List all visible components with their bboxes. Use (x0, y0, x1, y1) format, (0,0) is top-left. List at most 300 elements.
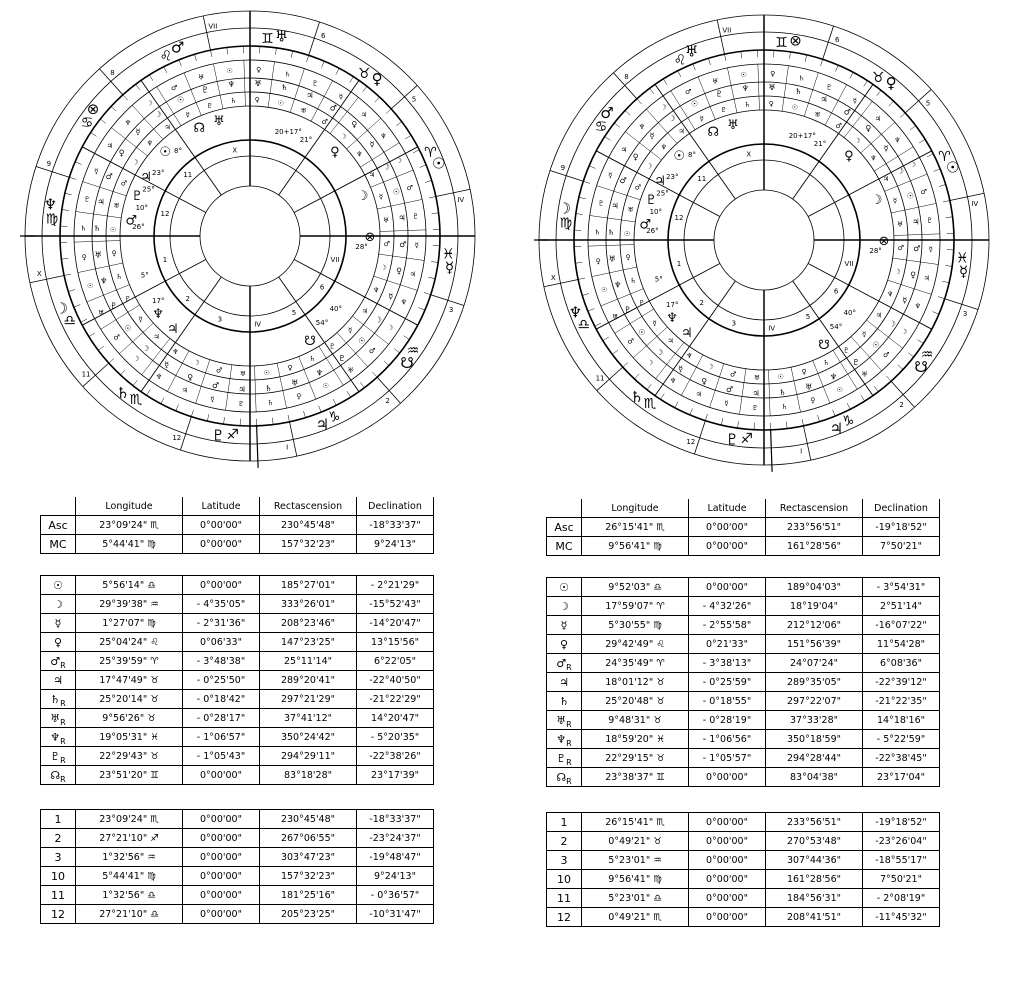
term-ruler-icon: ☿ (138, 315, 143, 324)
face-ruler-icon: ☿ (608, 171, 613, 180)
degree-tick (147, 389, 151, 395)
planets-table-right (546, 577, 940, 787)
decan-ruler-icon: ☽ (154, 109, 162, 119)
latitude-cell: - 1°05'57" (689, 749, 766, 768)
longitude-cell: 5°23'01" ♒ (582, 851, 689, 870)
degree-tick (724, 54, 725, 61)
dec-cell: 9°24'13" (357, 535, 434, 554)
planet-glyph-icon (41, 652, 76, 671)
chart-planet-icon: ♂ (125, 213, 137, 229)
face-ruler-icon: ♂ (368, 346, 376, 355)
house-label: 1 (41, 810, 76, 829)
face-ruler-icon: ☽ (395, 157, 402, 166)
inner-house-label: 12 (674, 214, 684, 223)
term-ruler-icon: ♂ (835, 122, 842, 131)
decan-ruler-icon: ♃ (238, 384, 246, 394)
degree-tick (943, 200, 950, 201)
planet-icon: ☉ (945, 158, 960, 177)
degree-tick (708, 58, 710, 65)
dec-cell: 11°54'28" (863, 635, 940, 654)
latitude-cell: 0°00'00" (689, 578, 766, 597)
degree-tick (579, 197, 586, 199)
term-ruler-icon: ♄ (744, 101, 751, 110)
decan-boundary (74, 241, 120, 243)
degree-tick (898, 365, 903, 370)
degree-tick (69, 177, 76, 179)
dec-cell: 2°51'14" (863, 597, 940, 616)
term-ruler-icon: ☉ (110, 225, 117, 234)
dec-cell: 13°15'56" (357, 633, 434, 652)
chart-planet-icon: ☉ (673, 149, 685, 165)
latitude-cell: 0°00'00" (183, 810, 260, 829)
term-ruler-icon: ♅ (113, 202, 120, 211)
dec-cell: -21°22'35" (863, 692, 940, 711)
ic-arrow (257, 426, 258, 468)
dec-cell: -18°33'37" (357, 810, 434, 829)
degree-tick (91, 133, 97, 137)
inner-house-label: 11 (183, 170, 193, 179)
degree-tick (934, 169, 940, 172)
term-ruler-icon: ♀ (287, 364, 293, 373)
inner-house-label: 6 (319, 283, 325, 292)
inner-house-label: VII (330, 255, 340, 264)
degree-tick (350, 77, 354, 83)
degree-tick (821, 59, 823, 66)
longitude-cell: 26°15'41" ♏ (582, 813, 689, 832)
longitude-cell: 5°56'14" ♎ (76, 576, 183, 595)
degree-tick (207, 414, 209, 421)
degree-tick (89, 333, 95, 337)
degree-tick (74, 305, 80, 308)
house-numeral: VII (722, 26, 732, 35)
decan-ruler-icon: ♀ (910, 270, 917, 280)
table-row (41, 886, 434, 905)
decan-boundary (592, 267, 637, 277)
latitude-cell: - 1°05'43" (183, 747, 260, 766)
term-ruler-icon: ☽ (380, 263, 387, 272)
face-ruler-icon: ♄ (798, 74, 805, 83)
degree-label: 21° (813, 140, 827, 149)
planet-glyph-icon (547, 711, 582, 730)
ra-cell: 147°23'25" (260, 633, 357, 652)
degree-tick (946, 217, 953, 218)
zodiac-sign-icon: ♌ (673, 52, 687, 69)
degree-tick (304, 411, 306, 418)
ra-cell: 184°56'31" (766, 889, 863, 908)
face-ruler-icon: ♅ (861, 370, 868, 379)
ra-cell: 294°29'11" (260, 747, 357, 766)
table-row (41, 516, 434, 535)
planet-symbol: ♄ (50, 692, 61, 706)
face-ruler-icon: ♅ (198, 73, 205, 82)
latitude-cell: 0°00'00" (183, 766, 260, 785)
zodiac-sign-icon: ♑ (327, 409, 341, 426)
longitude-cell: 22°29'15" ♉ (582, 749, 689, 768)
chart-planet-icon: ☋ (304, 333, 316, 349)
ra-cell: 157°32'23" (260, 535, 357, 554)
face-ruler-icon: ☽ (900, 327, 908, 336)
row-label: MC (41, 535, 76, 554)
ra-cell: 25°11'14" (260, 652, 357, 671)
decan-boundary (167, 351, 189, 392)
degree-tick (75, 162, 81, 165)
planet-glyph-icon (547, 578, 582, 597)
chart-planet-icon: ♅ (213, 114, 225, 130)
angles-table-left (40, 497, 434, 554)
degree-tick (847, 403, 850, 409)
house-label: 12 (41, 905, 76, 924)
latitude-cell: - 0°18'55" (689, 692, 766, 711)
table-row (547, 537, 940, 556)
wheel-ring (200, 186, 300, 286)
ra-cell: 37°33'28" (766, 711, 863, 730)
table-row (41, 709, 434, 728)
house-numeral: 5 (411, 95, 417, 104)
table-row (547, 673, 940, 692)
decan-ruler-icon: ♃ (306, 91, 314, 101)
header-rectascension: Rectascension (766, 499, 863, 518)
degree-tick (272, 418, 273, 425)
face-ruler-icon: ♃ (620, 146, 628, 155)
term-ruler-icon: ♂ (120, 179, 128, 188)
term-ruler-icon: ♆ (870, 154, 877, 163)
retrograde-mark: R (566, 662, 572, 672)
table-row (547, 711, 940, 730)
degree-tick (589, 166, 595, 169)
longitude-cell: 25°04'24" ♌ (76, 633, 183, 652)
table-row (41, 614, 434, 633)
planet-icon: ♃ (829, 419, 844, 438)
table-row (547, 870, 940, 889)
face-ruler-icon: ☿ (338, 92, 344, 101)
degree-tick (288, 415, 289, 422)
degree-tick (65, 193, 72, 195)
dec-cell: -18°55'17" (863, 851, 940, 870)
table-row (547, 813, 940, 832)
term-ruler-icon: ♃ (164, 123, 171, 132)
term-ruler-icon: ♄ (823, 359, 830, 368)
table-row (547, 597, 940, 616)
dec-cell: -22°40'50" (357, 671, 434, 690)
latitude-cell: - 2°31'36" (183, 614, 260, 633)
term-ruler-icon: ☉ (263, 368, 270, 377)
house-numeral: 2 (899, 400, 904, 409)
face-ruler-icon: ♃ (360, 110, 368, 119)
decan-ruler-icon: ♅ (94, 250, 102, 260)
row-label: Asc (547, 518, 582, 537)
dec-cell: 7°50'21" (863, 537, 940, 556)
dec-cell: - 2°21'29" (357, 576, 434, 595)
face-ruler-icon: ♄ (594, 228, 601, 237)
decan-ruler-icon: ♂ (619, 176, 627, 186)
longitude-cell: 19°05'31" ♓ (76, 728, 183, 747)
decan-ruler-icon: ☉ (392, 187, 400, 197)
decan-ruler-icon: ☉ (906, 191, 914, 201)
house-numeral: VII (208, 22, 218, 31)
angles-table-right (546, 499, 940, 556)
term-ruler-icon: ♃ (667, 337, 674, 346)
term-ruler-icon: ☿ (892, 196, 898, 205)
face-ruler-icon: ♀ (81, 253, 87, 262)
inner-house-label: IV (768, 324, 776, 333)
latitude-cell: 0°00'00" (689, 908, 766, 927)
degree-tick (133, 380, 137, 386)
sign-boundary (823, 26, 834, 59)
planet-icon: ⊗ (86, 99, 100, 118)
zodiac-sign-icon: ♓ (441, 246, 455, 263)
inner-house-label: IV (254, 320, 262, 329)
term-ruler-icon: ♅ (239, 369, 246, 378)
decan-ruler-icon: ☿ (164, 360, 170, 370)
decan-ruler-icon: ☿ (883, 143, 889, 153)
face-ruler-icon: ☿ (724, 399, 729, 408)
sign-boundary (309, 22, 320, 55)
house-numeral: IV (457, 195, 465, 204)
planet-icon: ☉ (431, 154, 446, 173)
chart-planet-icon: ☽ (870, 192, 883, 208)
decan-ruler-icon: ♀ (701, 376, 708, 386)
term-ruler-icon: ♄ (629, 277, 637, 286)
longitude-cell: 29°39'38" ♒ (76, 595, 183, 614)
degree-tick (420, 165, 426, 168)
ra-cell: 333°26'01" (260, 595, 357, 614)
degree-label: 20+17° (274, 127, 302, 136)
latitude-cell: 0°06'33" (183, 633, 260, 652)
latitude-cell: - 0°28'19" (689, 711, 766, 730)
chart-planet-icon: ♀ (844, 149, 854, 165)
term-ruler-icon: ☽ (340, 132, 347, 141)
degree-label: 10° (135, 204, 149, 213)
zodiac-sign-icon: ♐ (226, 427, 239, 444)
term-ruler-icon: ☿ (652, 319, 657, 328)
chart-planet-icon: ⊗ (878, 234, 890, 249)
degree-tick (224, 417, 225, 424)
degree-label: 8° (174, 147, 182, 156)
decan-ruler-icon: ♇ (852, 358, 860, 368)
retrograde-mark: R (60, 717, 66, 727)
zodiac-sign-icon: ♓ (955, 250, 969, 267)
dec-cell: -21°22'29" (357, 690, 434, 709)
chart-planet-icon: ♃ (140, 170, 152, 185)
degree-tick (275, 48, 276, 55)
planet-icon: ☿ (444, 258, 455, 277)
ra-cell: 233°56'51" (766, 813, 863, 832)
planet-icon: ♇ (211, 426, 226, 445)
degree-tick (939, 184, 946, 186)
term-ruler-icon: ♂ (634, 183, 642, 192)
table-row (41, 848, 434, 867)
inner-house-label: 11 (697, 174, 707, 183)
decan-ruler-icon: ☽ (374, 315, 382, 325)
planet-symbol: ☊ (50, 768, 61, 782)
house-numeral: 6 (320, 31, 326, 40)
decan-ruler-icon: ♂ (843, 107, 851, 117)
latitude-cell: - 0°28'17" (183, 709, 260, 728)
decan-ruler-icon: ♄ (280, 82, 289, 92)
ra-cell: 289°20'41" (260, 671, 357, 690)
planet-symbol: ♂ (556, 656, 567, 670)
planet-symbol: ♆ (556, 732, 567, 746)
decan-ruler-icon: ☉ (176, 95, 185, 105)
latitude-cell: 0°00'00" (183, 829, 260, 848)
face-ruler-icon: ♆ (914, 302, 921, 311)
decan-ruler-icon: ♆ (614, 280, 622, 290)
face-ruler-icon: ♄ (80, 224, 87, 233)
ra-cell: 208°41'51" (766, 908, 863, 927)
degree-label: 21° (299, 136, 313, 145)
chart-planet-icon: ☽ (356, 188, 369, 204)
decan-boundary (758, 64, 760, 110)
house-numeral: 3 (448, 306, 454, 315)
longitude-cell: 1°32'56" ♒ (76, 848, 183, 867)
latitude-cell: 0°00'00" (689, 851, 766, 870)
degree-tick (319, 406, 322, 412)
planet-glyph-icon (547, 749, 582, 768)
degree-tick (61, 258, 68, 259)
header-declination: Declination (357, 497, 434, 516)
inner-house-label: VII (844, 259, 854, 268)
term-ruler-icon: ♅ (753, 373, 760, 382)
decan-ruler-icon: ♂ (105, 172, 113, 182)
degree-tick (413, 150, 419, 153)
term-ruler-icon: ♂ (321, 118, 328, 127)
latitude-cell: 0°00'00" (689, 518, 766, 537)
table-row (547, 832, 940, 851)
sign-boundary (431, 295, 464, 306)
row-label: MC (547, 537, 582, 556)
degree-tick (877, 90, 881, 96)
longitude-cell: 5°23'01" ♎ (582, 889, 689, 908)
face-ruler-icon: ♃ (923, 274, 930, 283)
decan-ruler-icon: ☿ (135, 127, 141, 137)
table-row (41, 766, 434, 785)
longitude-cell: 9°56'41" ♍ (582, 870, 689, 889)
dec-cell: -22°38'45" (863, 749, 940, 768)
degree-tick (927, 154, 933, 157)
sign-boundary (694, 421, 705, 454)
degree-tick (291, 51, 293, 58)
dec-cell: -14°20'47" (357, 614, 434, 633)
degree-tick (861, 395, 865, 401)
zodiac-sign-icon: ♋ (80, 114, 94, 131)
latitude-cell: - 1°06'56" (689, 730, 766, 749)
ra-cell: 294°28'44" (766, 749, 863, 768)
inner-house-label: 12 (160, 210, 170, 219)
degree-tick (693, 64, 696, 70)
decan-boundary (804, 73, 821, 119)
degree-label: 28° (869, 246, 882, 255)
longitude-cell: 18°01'12" ♉ (582, 673, 689, 692)
degree-label: 23° (152, 168, 165, 177)
longitude-cell: 5°44'41" ♍ (76, 535, 183, 554)
degree-tick (663, 79, 667, 85)
degree-tick (575, 262, 582, 263)
table-row (547, 730, 940, 749)
house-numeral: 3 (962, 310, 968, 319)
term-ruler-icon: ♃ (361, 307, 369, 316)
chart-planet-icon: ☋ (818, 337, 830, 353)
term-ruler-icon: ♄ (115, 273, 123, 282)
planets-table-left (40, 575, 434, 785)
chart-planet-icon: ☊ (193, 121, 206, 137)
table-row (41, 829, 434, 848)
latitude-cell: 0°00'00" (183, 905, 260, 924)
zodiac-sign-icon: ♈ (938, 148, 951, 165)
decan-ruler-icon: ☿ (649, 131, 655, 141)
term-ruler-icon: ♂ (383, 240, 390, 249)
face-ruler-icon: ♆ (669, 377, 677, 386)
header-latitude: Latitude (183, 497, 260, 516)
degree-label: 5° (654, 275, 663, 284)
face-ruler-icon: ♀ (256, 66, 262, 75)
zodiac-sign-icon: ♉ (871, 69, 885, 86)
planet-symbol: ☉ (559, 580, 569, 594)
decan-ruler-icon: ♂ (913, 244, 921, 254)
degree-tick (403, 336, 409, 340)
decan-boundary (769, 370, 771, 416)
decan-boundary (244, 60, 246, 106)
degree-label: 40° (843, 308, 857, 317)
degree-tick (650, 88, 654, 94)
house-label: 3 (547, 851, 582, 870)
house-numeral: 12 (172, 434, 182, 443)
term-ruler-icon: ♅ (627, 206, 634, 215)
retrograde-mark: R (60, 774, 66, 784)
decan-ruler-icon: ♃ (611, 201, 619, 211)
longitude-cell: 23°09'24" ♏ (76, 810, 183, 829)
degree-tick (889, 101, 894, 106)
latitude-cell: - 3°48'38" (183, 652, 260, 671)
degree-tick (429, 196, 436, 197)
face-ruler-icon: ☉ (322, 381, 329, 390)
decan-ruler-icon: ☽ (896, 166, 904, 176)
dec-cell: -18°33'37" (357, 516, 434, 535)
degree-tick (874, 386, 878, 392)
ra-cell: 83°04'38" (766, 768, 863, 787)
decan-ruler-icon: ♅ (254, 79, 262, 89)
house-label: 2 (547, 832, 582, 851)
face-ruler-icon: ♂ (406, 184, 413, 193)
decan-boundary (255, 366, 257, 412)
longitude-cell: 9°52'03" ♎ (582, 578, 689, 597)
face-ruler-icon: ♆ (638, 123, 646, 132)
table-row (547, 518, 940, 537)
house-numeral: 8 (110, 69, 115, 78)
degree-tick (605, 137, 611, 141)
planet-glyph-icon (41, 690, 76, 709)
face-ruler-icon: ☽ (146, 99, 153, 108)
term-ruler-icon: ♄ (230, 97, 237, 106)
planet-icon: ♃ (315, 415, 330, 434)
longitude-cell: 25°20'14" ♉ (76, 690, 183, 709)
decan-boundary (380, 230, 426, 232)
planet-glyph-icon (41, 633, 76, 652)
term-ruler-icon: ☽ (193, 359, 200, 368)
longitude-cell: 9°56'26" ♉ (76, 709, 183, 728)
decan-ruler-icon: ☽ (382, 162, 390, 172)
degree-tick (424, 293, 431, 295)
inner-house-label: X (232, 146, 238, 155)
degree-label: 23° (666, 172, 679, 181)
degree-label: 26° (646, 227, 659, 236)
decan-ruler-icon: ♀ (118, 148, 125, 158)
dec-cell: -22°38'26" (357, 747, 434, 766)
ra-cell: 230°45'48" (260, 810, 357, 829)
table-row (547, 768, 940, 787)
dec-cell: 9°24'13" (357, 867, 434, 886)
degree-tick (595, 323, 601, 326)
house-numeral: 9 (46, 159, 52, 168)
